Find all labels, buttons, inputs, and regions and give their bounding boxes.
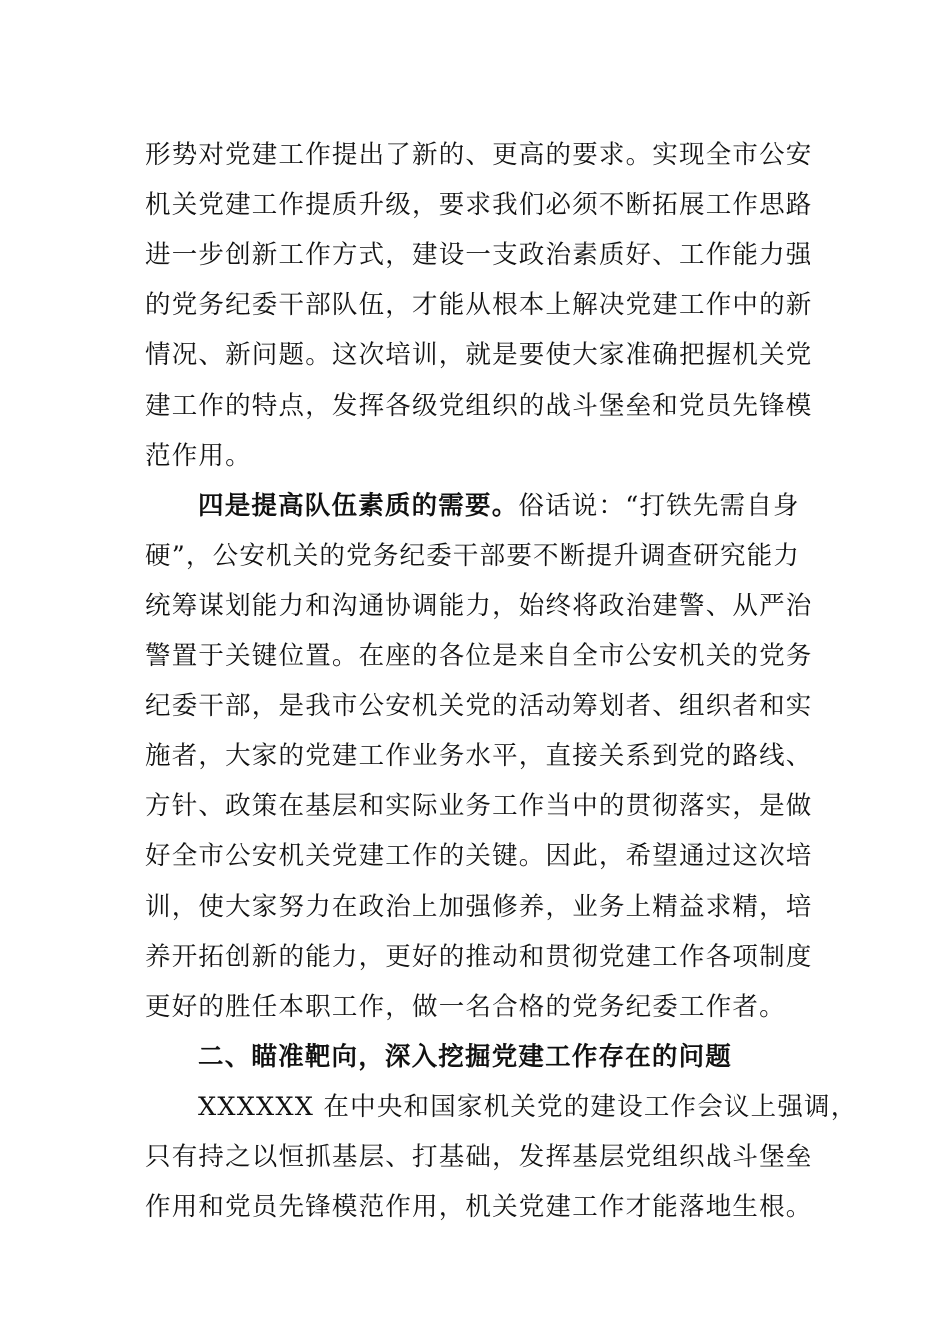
- bold-text-segment: 四是提高队伍素质的需要。: [198, 490, 519, 521]
- document-line: [145, 290, 813, 320]
- text-segment: 形势对党建工作提出了新的、更高的要求。实现全市公安: [145, 140, 813, 170]
- document-line: [198, 1092, 857, 1122]
- document-line: [145, 942, 813, 972]
- text-segment: 纪委干部，是我市公安机关党的活动筹划者、组织者和实: [145, 691, 813, 722]
- text-segment: 只有持之以恒抓基层、打基础，发挥基层党组织战斗堡垒: [145, 1142, 813, 1172]
- document-line: [145, 641, 813, 671]
- document-line: [145, 591, 813, 621]
- document-line: [145, 441, 252, 471]
- document-line: [145, 691, 813, 721]
- text-segment: 硬”，公安机关的党务纪委干部要不断提升调查研究能力: [145, 540, 801, 571]
- document-line: [145, 190, 813, 220]
- bold-text-segment: 二、瞄准靶向，深入挖掘党建工作存在的问题: [198, 1041, 733, 1072]
- document-line: [145, 541, 800, 571]
- text-segment: 作用和党员先锋模范作用，机关党建工作才能落地生根。: [145, 1192, 813, 1223]
- text-segment: XXXXXX 在中央和国家机关党的建设工作会议上强调，: [198, 1091, 858, 1122]
- document-line: [145, 841, 813, 871]
- text-segment: 施者，大家的党建工作业务水平，直接关系到党的路线、: [145, 741, 813, 772]
- document-line: [145, 1142, 813, 1172]
- text-segment: 俗话说：“打铁先需自身: [518, 490, 800, 521]
- text-segment: 更好的胜任本职工作，做一名合格的党务纪委工作者。: [145, 991, 786, 1022]
- text-segment: 的党务纪委干部队伍，才能从根本上解决党建工作中的新: [145, 290, 813, 321]
- text-segment: 情况、新问题。这次培训，就是要使大家准确把握机关党: [145, 340, 813, 371]
- text-segment: 方针、政策在基层和实际业务工作当中的贯彻落实，是做: [145, 791, 813, 822]
- document-line: [145, 340, 813, 370]
- text-segment: 好全市公安机关党建工作的关键。因此，希望通过这次培: [145, 841, 813, 872]
- text-segment: 建工作的特点，发挥各级党组织的战斗堡垒和党员先锋模: [145, 390, 813, 421]
- document-line: [198, 1042, 732, 1072]
- document-line: [145, 741, 813, 771]
- document-line: [145, 1192, 813, 1222]
- text-segment: 进一步创新工作方式，建设一支政治素质好、工作能力强: [145, 240, 813, 271]
- text-segment: 机关党建工作提质升级，要求我们必须不断拓展工作思路: [145, 190, 813, 221]
- text-segment: 警置于关键位置。在座的各位是来自全市公安机关的党务: [145, 641, 813, 671]
- document-line: [145, 992, 786, 1022]
- text-segment: 统筹谋划能力和沟通协调能力，始终将政治建警、从严治: [145, 590, 813, 621]
- document-line: [198, 491, 800, 521]
- text-segment: 训，使大家努力在政治上加强修养，业务上精益求精，培: [145, 891, 813, 922]
- document-line: [145, 240, 813, 270]
- document-line: [145, 140, 813, 170]
- text-segment: 养开拓创新的能力，更好的推动和贯彻党建工作各项制度: [145, 941, 813, 972]
- document-line: [145, 391, 813, 421]
- document-line: [145, 892, 813, 922]
- document-line: [145, 791, 813, 821]
- text-segment: 范作用。: [145, 440, 252, 471]
